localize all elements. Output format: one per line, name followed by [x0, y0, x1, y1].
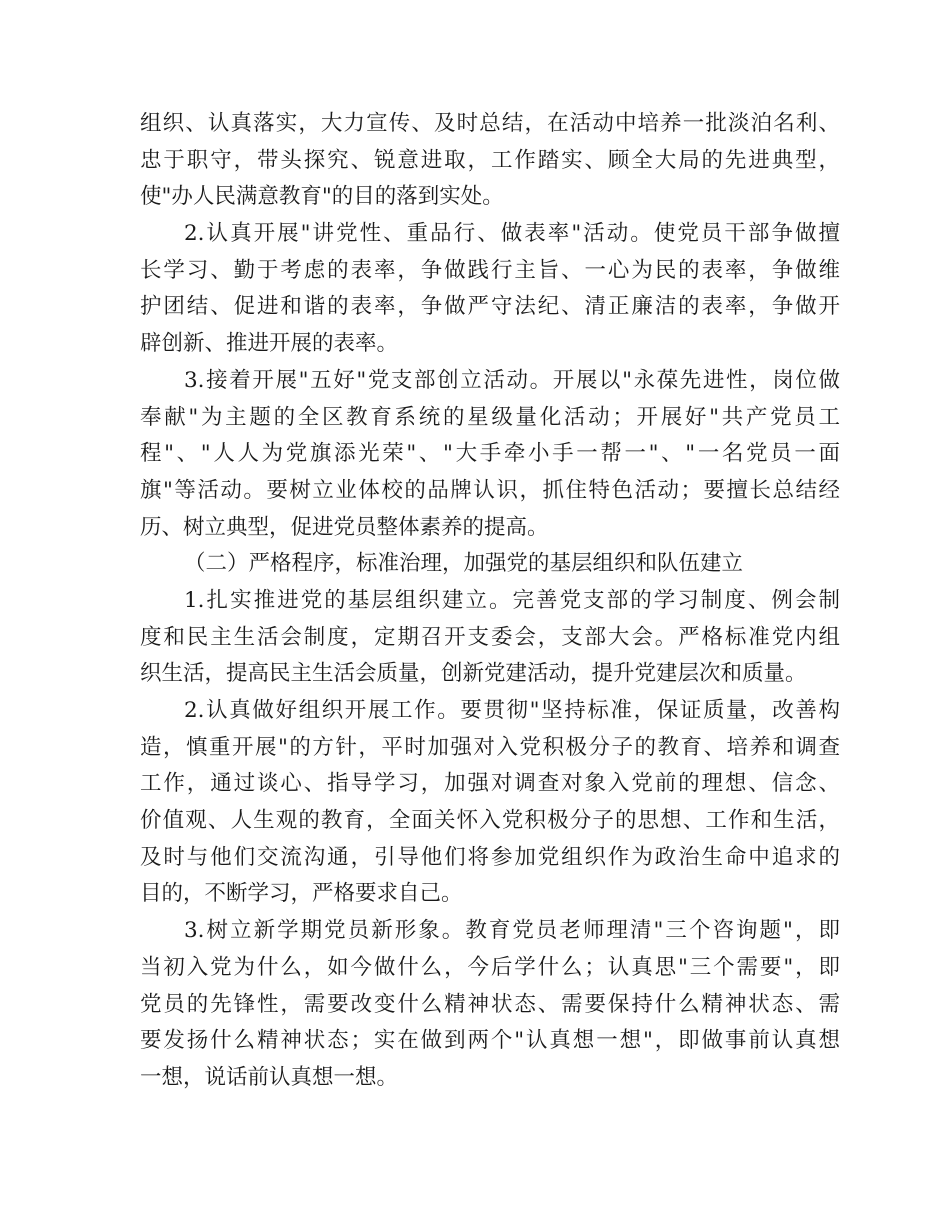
text-line: 程"、"人人为党旗添光荣"、"大手牵小手一帮一"、"一名党员一面: [140, 441, 840, 467]
document-body: [140, 106, 840, 1097]
text-line: 当初入党为什么，如今做什么，今后学什么；认真思"三个需要"，即: [140, 954, 840, 980]
text-line: 旗"等活动。要树立业体校的品牌认识，抓住特色活动；要擅长总结经: [140, 477, 840, 503]
text-line: 目的，不断学习，严格要求自己。: [140, 881, 463, 907]
text-line: 及时与他们交流沟通，引导他们将参加党组织作为政治生命中追求的: [140, 844, 840, 870]
text-line: 度和民主生活会制度，定期召开支委会，支部大会。严格标准党内组: [140, 624, 840, 650]
text-line: 1.扎实推进党的基层组织建立。完善党支部的学习制度、例会制: [184, 587, 840, 613]
text-line: 2.认真开展"讲党性、重品行、做表率"活动。使党员干部争做擅: [184, 221, 840, 247]
text-line: 奉献"为主题的全区教育系统的星级量化活动；开展好"共产党员工: [140, 404, 840, 430]
text-line: 3.接着开展"五好"党支部创立活动。开展以"永葆先进性，岗位做: [184, 367, 840, 393]
text-line: 价值观、人生观的教育，全面关怀入党积极分子的思想、工作和生活，: [140, 808, 840, 834]
text-line: 长学习、勤于考虑的表率，争做践行主旨、一心为民的表率，争做维: [140, 257, 840, 283]
text-line: 一想，说话前认真想一想。: [140, 1064, 399, 1090]
text-line: 织生活，提高民主生活会质量，创新党建活动，提升党建层次和质量。: [140, 661, 807, 687]
text-line: 辟创新、推进开展的表率。: [140, 331, 399, 357]
section-heading: （二）严格程序，标准治理，加强党的基层组织和队伍建立: [184, 551, 744, 577]
text-line: 2.认真做好组织开展工作。要贯彻"坚持标准，保证质量，改善构: [184, 698, 840, 723]
text-line: 工作，通过谈心、指导学习，加强对调查对象入党前的理想、信念、: [140, 771, 840, 797]
text-line: 使"办人民满意教育"的目的落到实处。: [140, 184, 504, 210]
text-line: 历、树立典型，促进党员整体素养的提高。: [140, 514, 549, 540]
text-line: 造，慎重开展"的方针，平时加强对入党积极分子的教育、培养和调查: [140, 734, 840, 760]
text-line: 护团结、促进和谐的表率，争做严守法纪、清正廉洁的表率，争做开: [140, 294, 840, 320]
text-line: 3.树立新学期党员新形象。教育党员老师理清"三个咨询题"，即: [184, 918, 840, 944]
text-line: 组织、认真落实，大力宣传、及时总结，在活动中培养一批淡泊名利、: [140, 111, 840, 136]
text-line: 忠于职守，带头探究、锐意进取，工作踏实、顾全大局的先进典型，: [140, 147, 840, 173]
text-line: 要发扬什么精神状态；实在做到两个"认真想一想"，即做事前认真想: [140, 1028, 840, 1054]
text-line: 党员的先锋性，需要改变什么精神状态、需要保持什么精神状态、需: [140, 991, 840, 1017]
